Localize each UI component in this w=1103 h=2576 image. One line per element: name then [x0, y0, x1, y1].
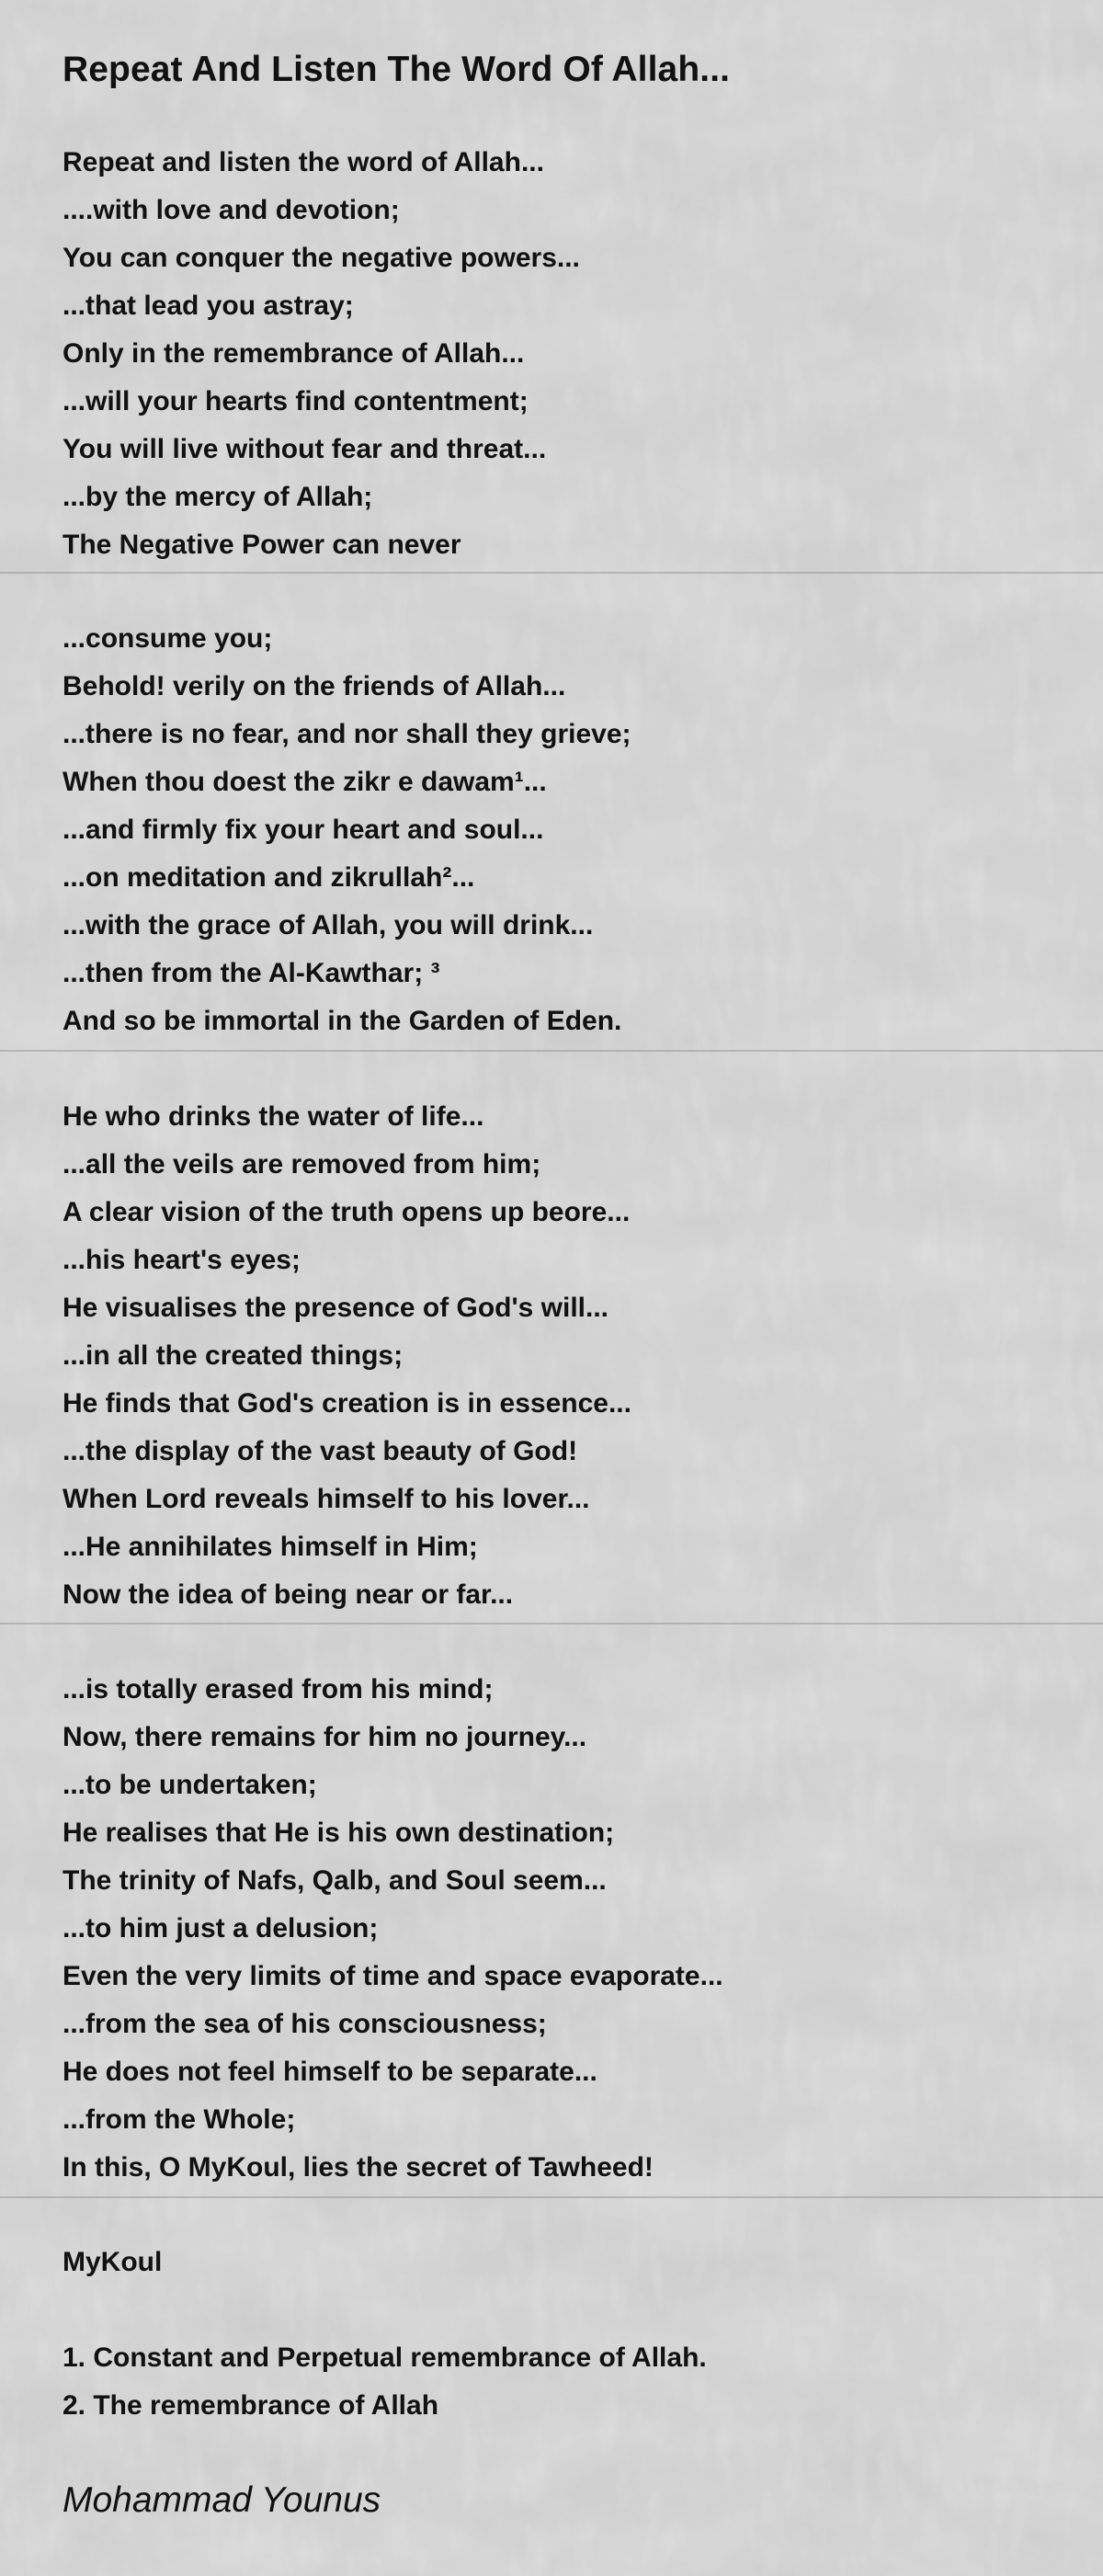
poem-line: Repeat and listen the word of Allah...: [63, 147, 544, 177]
poem-line: A clear vision of the truth opens up beore...: [63, 1197, 631, 1227]
poem-line: ...by the mercy of Allah;: [63, 482, 373, 512]
stanza-4: [63, 1666, 723, 2192]
poem-line: The Negative Power can never: [63, 530, 461, 560]
poem-line: ...from the sea of his consciousness;: [63, 2009, 547, 2039]
poem-title: Repeat And Listen The Word Of Allah...: [63, 50, 731, 89]
poem-line: He realises that He is his own destination;: [63, 1818, 615, 1848]
poem-line: The trinity of Nafs, Qalb, and Soul seem...: [63, 1865, 607, 1896]
poem-line: Now, there remains for him no journey...: [63, 1722, 587, 1752]
poem-line: You can conquer the negative powers...: [63, 243, 580, 273]
poem-line: You will live without fear and threat...: [63, 434, 547, 464]
poem-line: He visualises the presence of God's will...: [63, 1293, 609, 1323]
poem-line: ...in all the created things;: [63, 1340, 404, 1371]
panel-divider: [0, 2196, 1103, 2198]
author-name: Mohammad Younus: [63, 2480, 381, 2520]
poem-line: ...from the Whole;: [63, 2104, 296, 2135]
poem-line: ...then from the Al-Kawthar; ³: [63, 958, 440, 988]
poem-line: ...all the veils are removed from him;: [63, 1149, 541, 1180]
poem-line: When thou doest the zikr e dawam¹...: [63, 767, 547, 797]
stanza-3: [63, 1093, 631, 1619]
poem-line: Only in the remembrance of Allah...: [63, 338, 525, 369]
poem-line: ...He annihilates himself in Him;: [63, 1532, 478, 1562]
poem-line: He finds that God's creation is in essence...: [63, 1388, 631, 1419]
poem-line: ...is totally erased from his mind;: [63, 1674, 494, 1704]
poem-line: And so be immortal in the Garden of Eden.: [63, 1006, 622, 1036]
stanza-1: [63, 139, 580, 569]
poem-line: ...on meditation and zikrullah²...: [63, 862, 475, 893]
poem-signature-block: [63, 2239, 162, 2286]
poem-line: Now the idea of being near or far...: [63, 1579, 514, 1610]
poem-line: ...and firmly fix your heart and soul...: [63, 815, 544, 845]
panel-divider: [0, 1050, 1103, 1052]
poem-signature: MyKoul: [63, 2247, 163, 2277]
poem-line: ....with love and devotion;: [63, 195, 400, 225]
poem-line: In this, O MyKoul, lies the secret of Tawheed!: [63, 2152, 654, 2183]
poem-line: ...his heart's eyes;: [63, 1245, 301, 1275]
poem-line: ...to him just a delusion;: [63, 1913, 379, 1943]
footnote-item: 2. The remembrance of Allah: [63, 2390, 439, 2421]
poem-line: He who drinks the water of life...: [63, 1101, 484, 1132]
poem-line: ...will your hearts find contentment;: [63, 386, 529, 416]
stanza-2: [63, 615, 631, 1045]
footnote-item: 1. Constant and Perpetual remembrance of Allah.: [63, 2342, 707, 2373]
panel-divider: [0, 572, 1103, 574]
poem-line: ...consume you;: [63, 623, 273, 654]
footnotes: [63, 2334, 707, 2430]
poem-line: ...the display of the vast beauty of God!: [63, 1436, 578, 1466]
poem-line: ...to be undertaken;: [63, 1770, 317, 1800]
poem-line: He does not feel himself to be separate...: [63, 2057, 597, 2087]
poem-line: ...there is no fear, and nor shall they grieve;: [63, 719, 631, 749]
poem-line: ...with the grace of Allah, you will drink...: [63, 910, 594, 940]
poem-line: Even the very limits of time and space evaporate...: [63, 1961, 723, 1991]
poem-line: ...that lead you astray;: [63, 291, 354, 321]
panel-divider: [0, 1623, 1103, 1624]
poem-line: When Lord reveals himself to his lover...: [63, 1484, 590, 1514]
poem-line: Behold! verily on the friends of Allah...: [63, 671, 566, 701]
